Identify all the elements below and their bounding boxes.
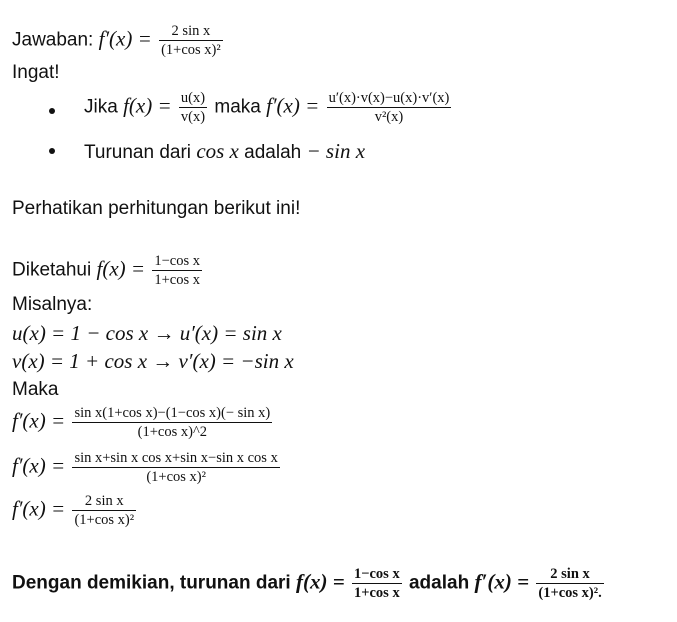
recall-heading: Ingat! bbox=[12, 62, 60, 83]
answer-fraction bbox=[159, 22, 223, 59]
answer-numerator: 2 sin x bbox=[159, 22, 223, 41]
conclusion-given-denominator: 1+cos x bbox=[353, 585, 400, 601]
answer-line bbox=[12, 22, 225, 59]
conclusion-prefix: Dengan demikian, turunan dari bbox=[12, 572, 291, 594]
bullet1-rule-numerator: u′(x)·v(x)−u(x)·v′(x) bbox=[328, 90, 450, 106]
bullet2-mid: adalah bbox=[244, 142, 302, 163]
bullet1-numerator: u(x) bbox=[180, 90, 206, 106]
conclusion-lhs: f′(x) = bbox=[474, 569, 530, 594]
notice-text: Perhatikan perhitungan berikut ini! bbox=[12, 198, 301, 219]
step3-numerator: 2 sin x bbox=[72, 492, 136, 511]
step1-numerator: sin x(1+cos x)−(1−cos x)(− sin x) bbox=[74, 405, 271, 421]
conclusion-result-numerator: 2 sin x bbox=[536, 565, 603, 584]
given-numerator: 1−cos x bbox=[154, 253, 200, 269]
bullet1-denominator: v(x) bbox=[180, 109, 206, 125]
bullet1-mid: maka bbox=[214, 96, 261, 118]
suppose-label: Misalnya: bbox=[12, 294, 93, 315]
conclusion-fx: f(x) = bbox=[296, 569, 345, 594]
given-label: Diketahui bbox=[12, 259, 92, 281]
step3-lhs: f′(x) = bbox=[12, 496, 66, 521]
conclusion-given-numerator: 1−cos x bbox=[353, 566, 400, 582]
given-lhs: f(x) = bbox=[96, 256, 146, 281]
conclusion-result-fraction bbox=[536, 565, 603, 602]
step3-denominator: (1+cos x)² bbox=[74, 512, 135, 528]
bullet-cos-derivative bbox=[84, 139, 365, 164]
answer-label: Jawaban: bbox=[12, 29, 94, 51]
bullet-dot bbox=[49, 108, 55, 114]
bullet1-fx: f(x) = bbox=[123, 93, 172, 118]
bullet-dot bbox=[49, 148, 55, 154]
step2-denominator: (1+cos x)² bbox=[146, 469, 206, 485]
step1-lhs: f′(x) = bbox=[12, 408, 66, 433]
step2-lhs: f′(x) = bbox=[12, 453, 66, 478]
given-denominator: 1+cos x bbox=[154, 272, 200, 288]
step2-fraction bbox=[72, 449, 279, 486]
bullet1-rule-fraction bbox=[327, 89, 452, 126]
bullet-quotient-rule bbox=[84, 89, 453, 126]
conclusion-given-fraction bbox=[352, 565, 402, 602]
step2-numerator: sin x+sin x cos x+sin x−sin x cos x bbox=[74, 450, 278, 466]
bullet2-text: Turunan dari bbox=[84, 142, 192, 163]
answer-denominator: (1+cos x)² bbox=[161, 42, 221, 58]
step1-line bbox=[12, 404, 274, 441]
given-fraction bbox=[152, 252, 202, 289]
step1-fraction bbox=[72, 404, 272, 441]
bullet2-result: − sin x bbox=[306, 139, 366, 163]
v-definition: v(x) = 1 + cos x → v′(x) = −sin x bbox=[12, 349, 294, 373]
bullet1-prefix: Jika bbox=[84, 96, 118, 118]
given-line bbox=[12, 252, 204, 289]
bullet1-lhs: f′(x) = bbox=[266, 93, 320, 118]
bullet1-fraction bbox=[179, 89, 207, 126]
step2-line bbox=[12, 449, 282, 486]
conclusion-result-denominator: (1+cos x)². bbox=[538, 585, 602, 601]
bullet1-rule-denominator: v²(x) bbox=[374, 109, 404, 125]
step3-fraction bbox=[72, 492, 136, 529]
then-label: Maka bbox=[12, 379, 59, 400]
answer-lhs: f′(x) = bbox=[98, 26, 152, 51]
bullet2-cos: cos x bbox=[196, 139, 239, 163]
u-definition: u(x) = 1 − cos x → u′(x) = sin x bbox=[12, 321, 282, 345]
conclusion-mid: adalah bbox=[408, 572, 470, 594]
step3-line bbox=[12, 492, 138, 529]
conclusion-line bbox=[12, 565, 606, 602]
step1-denominator: (1+cos x)^2 bbox=[137, 424, 208, 440]
